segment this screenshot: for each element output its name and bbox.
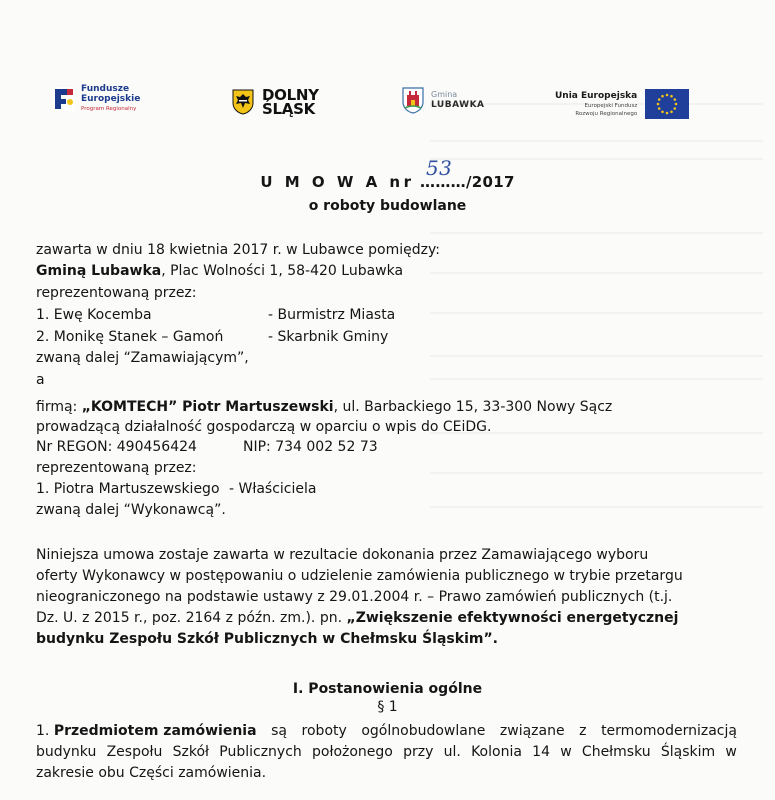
regon-number: Nr REGON: 490456424 [36,439,197,455]
contractor-ids-line [36,438,736,456]
eu-flag-icon [645,89,689,119]
title-suffix: /2017 [465,173,515,191]
ordering-party-line [36,262,403,280]
preamble-line-2: oferty Wykonawcy w postępowaniu o udzielenie zamówienia publicznego w trybie przetargu [36,568,683,584]
clause-1-lead [36,722,257,740]
representative-2-name: 2. Monikę Stanek – Gamoń [36,329,224,345]
clause-1-word: w [725,744,737,760]
dolny-slask-line1: DOLNY [262,86,319,104]
contractor-represented-by: reprezentowaną przez: [36,460,197,476]
unia-europejska-logo [555,89,689,119]
contract-date-line: zawarta w dniu 18 kwietnia 2017 r. w Lubawce pomiędzy: [36,242,440,258]
clause-1-number: 1. [36,723,54,739]
clause-1-line-3: zakresie obu Części zamówienia. [36,765,267,781]
contractor-business-line: prowadzącą działalność gospodarczą w oparciu o wpis do CEiDG. [36,419,492,435]
gmina-line1: Gmina [431,90,458,99]
contract-number-slot [420,156,466,191]
gmina-line2: LUBAWKA [431,100,485,110]
fundusze-line2: Europejskie [81,94,141,104]
project-name-part-1: „Zwiększenie efektywności energetycznej [346,610,679,626]
representative-1-name: 1. Ewę Kocemba [36,307,152,323]
fundusze-line3: Program Regionalny [81,106,137,112]
clause-1-subject: Przedmiotem zamówienia [53,723,257,739]
contractor-representative-name: 1. Piotra Martuszewskiego [36,481,220,497]
fundusze-europejskie-icon [53,87,75,111]
title-prefix: U M O W A nr [260,173,415,191]
preamble-line-4 [36,609,678,627]
preamble-end-dot: . [492,631,498,647]
eagle-shield-icon [232,89,254,115]
unia-line1: Unia Europejska [555,91,638,101]
dolny-slask-logo [232,88,319,116]
contractor-representative-role: - Właściciela [229,481,317,497]
gmina-lubawka-logo [401,86,485,114]
fundusze-line1: Fundusze [81,84,130,94]
ordering-party-alias: zwaną dalej “Zamawiającym”, [36,350,249,366]
project-name-part-2: budynku Zespołu Szkół Publicznych w Chełmsku Śląskim” [36,631,493,647]
clause-1-word: ogólnobudowlane [361,723,486,739]
title-dots: ……… [420,173,466,191]
clause-1-word: Kolonia [471,744,522,760]
clause-1-word: budynku [36,744,97,760]
unia-line3: Rozwoju Regionalnego [575,111,638,117]
clause-1-word: Szkół [172,744,210,760]
clause-1-word: Zespołu [106,744,163,760]
clause-1-word: związane [499,723,565,739]
unia-line2: Europejski Fundusz [584,103,638,109]
lubawka-crest-icon [401,86,425,114]
preamble-line-5 [36,630,498,648]
paragraph-mark: § 1 [377,699,398,715]
clause-1-word: przy [403,744,434,760]
representative-1 [36,306,736,324]
fundusze-europejskie-logo [53,84,140,114]
contract-title [0,156,775,191]
handwritten-contract-number: 53 [426,156,453,180]
representative-2 [36,328,736,346]
preamble-line-1: Niniejsza umowa zostaje zawarta w rezultacie dokonania przez Zamawiającego wyboru [36,547,649,563]
contract-subtitle: o roboty budowlane [308,198,467,214]
conjunction-a: a [36,372,45,388]
clause-1-word: Chełmsku [581,744,651,760]
clause-1-word: położonego [312,744,393,760]
clause-1-word: roboty [301,723,347,739]
section-heading: I. Postanowienia ogólne [292,681,483,697]
ordering-party-name: Gminą Lubawka [36,263,162,279]
preamble-line-3: nieograniczonego na podstawie ustawy z 29.01.2004 r. – Prawo zamówień publicznych (t.j. [36,589,673,605]
contractor-prefix: firmą: [36,399,82,415]
clause-1-word: termomodernizacją [601,723,737,739]
dolny-slask-line2: ŚLĄSK [262,100,315,118]
clause-1-word: Publicznych [219,744,302,760]
representative-1-role: - Burmistrz Miasta [268,307,396,323]
clause-1-line-2 [36,743,737,761]
contractor-representative [36,480,736,498]
contractor-alias: zwaną dalej “Wykonawcą”. [36,502,226,518]
represented-by-line: reprezentowaną przez: [36,285,197,301]
clause-1-word: Śląskim [660,744,716,760]
preamble-line-4-text: Dz. U. z 2015 r., poz. 2164 z późn. zm.). pn. [36,610,347,626]
clause-1-word: w [560,744,572,760]
contractor-address: , ul. Barbackiego 15, 33-300 Nowy Sącz [333,399,613,415]
clause-1-line-1 [36,722,737,740]
contractor-line [36,398,612,416]
clause-1-word: są [271,723,287,739]
clause-1-word: 14 [532,744,550,760]
clause-1-word: z [579,723,587,739]
clause-1-word: ul. [443,744,461,760]
representative-2-role: - Skarbnik Gminy [268,329,389,345]
contractor-name: „KOMTECH” Piotr Martuszewski [81,399,334,415]
nip-number: NIP: 734 002 52 73 [243,439,378,455]
ordering-party-address: , Plac Wolności 1, 58-420 Lubawka [161,263,404,279]
